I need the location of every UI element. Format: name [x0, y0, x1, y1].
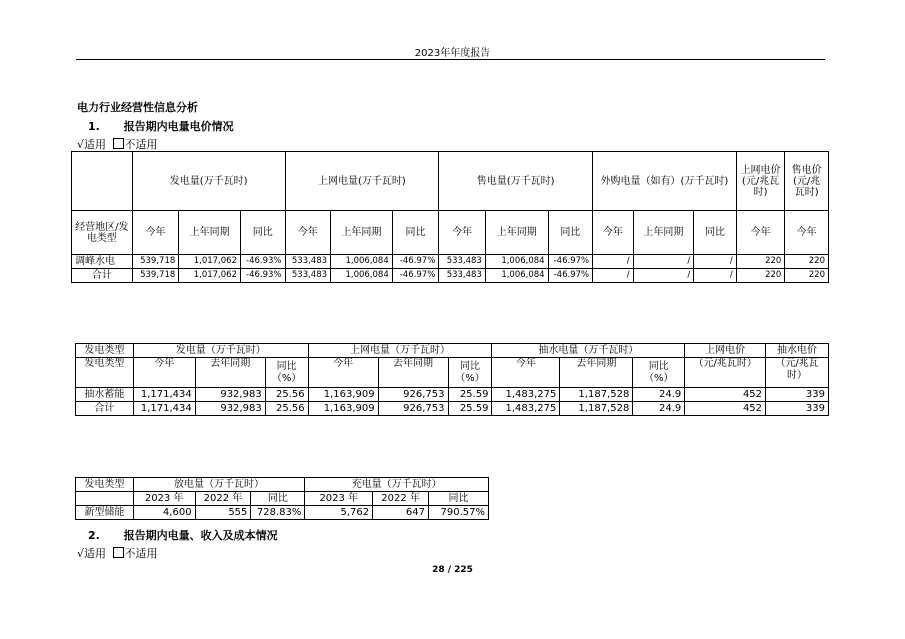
- cell: -46.97%: [392, 255, 439, 269]
- table3-sub: 2022 年: [373, 492, 429, 506]
- cell: 1,017,062: [179, 269, 241, 283]
- table2-sub: 去年同期: [560, 358, 633, 388]
- table1-sub: 同比: [240, 211, 285, 255]
- table1-group-2: 售电量(万千瓦时): [439, 152, 593, 211]
- applicable-no: 不适用: [124, 138, 158, 151]
- table1-sub: 同比: [548, 211, 593, 255]
- cell: 1,006,084: [485, 255, 548, 269]
- header-rule: [76, 59, 825, 60]
- cell: 25.59: [448, 388, 492, 402]
- table1-sub: 今年: [439, 211, 486, 255]
- table1-sub: 同比: [392, 211, 439, 255]
- cell: 调峰水电: [72, 255, 133, 269]
- cell: 1,483,275: [492, 402, 560, 416]
- cell: 932,983: [195, 402, 265, 416]
- table2-sub: （元/兆瓦时）: [685, 358, 766, 388]
- cell: 533,483: [285, 269, 331, 283]
- cell: 220: [785, 255, 829, 269]
- table2-group-0: 发电量（万千瓦时）: [133, 344, 308, 358]
- table1-sub: 上年同期: [331, 211, 393, 255]
- table1-sub: 今年: [132, 211, 179, 255]
- table3-group-0: 放电量（万千瓦时）: [133, 478, 305, 492]
- table3-sub: 2022 年: [195, 492, 251, 506]
- table1-sub: 今年: [285, 211, 331, 255]
- cell: -46.93%: [240, 255, 285, 269]
- cell: 25.59: [448, 402, 492, 416]
- subsection-1-title: 报告期内电量电价情况: [123, 120, 234, 133]
- cell: 926,753: [378, 402, 448, 416]
- cell: 1,006,084: [331, 269, 393, 283]
- table2-header-row2: [76, 358, 829, 388]
- table2-col0-header: 发电类型: [76, 344, 134, 358]
- table-row: [76, 388, 829, 402]
- cell: 25.56: [265, 402, 308, 416]
- table1-group-1: 上网电量(万千瓦时): [285, 152, 439, 211]
- cell: 533,483: [439, 269, 486, 283]
- cell: 1,017,062: [179, 255, 241, 269]
- table-row: [72, 269, 829, 283]
- table2-sub-pct: 同比 （%）: [448, 358, 492, 388]
- applicable-line-1: [77, 136, 158, 152]
- cell: 220: [785, 269, 829, 283]
- table2-sub: 去年同期: [378, 358, 448, 388]
- table1-col0-header: 经营地区/发电类型: [72, 211, 133, 255]
- cell: -46.93%: [240, 269, 285, 283]
- cell: 220: [736, 269, 785, 283]
- cell: 452: [685, 388, 766, 402]
- cell: 合计: [76, 402, 134, 416]
- applicable-line-2: [77, 545, 158, 561]
- table1-sub: 上年同期: [179, 211, 241, 255]
- applicable-yes: √适用: [77, 138, 107, 151]
- table2-sub: （元/兆瓦时）: [766, 358, 829, 388]
- cell: 339: [766, 388, 829, 402]
- table1-blank-cell: [72, 152, 133, 211]
- cell: 24.9: [633, 402, 685, 416]
- subsection-2-num: 2.: [88, 529, 100, 542]
- table2-sub: 去年同期: [195, 358, 265, 388]
- page-header: 2023年年度报告: [414, 48, 491, 59]
- subsection-1: [88, 118, 234, 134]
- cell: 647: [373, 506, 429, 520]
- cell: /: [593, 255, 633, 269]
- page-number: 28 / 225: [432, 565, 473, 575]
- cell: 220: [736, 255, 785, 269]
- cell: 24.9: [633, 388, 685, 402]
- table1-sub: 今年: [593, 211, 633, 255]
- subsection-2-title: 报告期内电量、收入及成本情况: [123, 529, 278, 542]
- cell: 1,171,434: [133, 402, 195, 416]
- table-row: [72, 255, 829, 269]
- table3-header-row2: [76, 492, 489, 506]
- cell: 1,006,084: [485, 269, 548, 283]
- table2-col0-header: 发电类型: [76, 358, 134, 388]
- table1-sub: 今年: [785, 211, 829, 255]
- table2-group-3: 上网电价: [685, 344, 766, 358]
- cell: 555: [195, 506, 251, 520]
- cell: 539,718: [132, 269, 179, 283]
- checkbox-icon: [113, 138, 124, 149]
- cell: 539,718: [132, 255, 179, 269]
- table1-sub: 上年同期: [633, 211, 694, 255]
- cell: 1,006,084: [331, 255, 393, 269]
- cell: 926,753: [378, 388, 448, 402]
- cell: 抽水蓄能: [76, 388, 134, 402]
- table3-sub: 同比: [251, 492, 305, 506]
- cell: /: [593, 269, 633, 283]
- table3-group-1: 充电量（万千瓦时）: [305, 478, 489, 492]
- table2-sub: 今年: [133, 358, 195, 388]
- pumped-storage-table: [75, 343, 829, 416]
- cell: 533,483: [439, 255, 486, 269]
- applicable-no: 不适用: [124, 547, 158, 560]
- table2-group-4: 抽水电价: [766, 344, 829, 358]
- table1-header-row2: [72, 211, 829, 255]
- table2-header-row1: [76, 344, 829, 358]
- cell: 533,483: [285, 255, 331, 269]
- cell: 1,163,909: [308, 388, 378, 402]
- subsection-2: [88, 527, 278, 543]
- cell: 合计: [72, 269, 133, 283]
- cell: 新型储能: [76, 506, 134, 520]
- table1-group-3: 外购电量（如有）(万千瓦时): [593, 152, 737, 211]
- cell: 339: [766, 402, 829, 416]
- table1-group-0: 发电量(万千瓦时): [132, 152, 285, 211]
- table2-sub: 今年: [492, 358, 560, 388]
- table2-sub: 今年: [308, 358, 378, 388]
- cell: 932,983: [195, 388, 265, 402]
- cell: 1,163,909: [308, 402, 378, 416]
- cell: 1,483,275: [492, 388, 560, 402]
- cell: /: [694, 255, 737, 269]
- new-storage-table: [75, 477, 489, 520]
- table3-col0-header: 发电类型: [76, 478, 134, 492]
- table-row: [76, 506, 489, 520]
- table1-group-4: 上网电价(元/兆瓦时): [736, 152, 785, 211]
- cell: -46.97%: [392, 269, 439, 283]
- cell: 452: [685, 402, 766, 416]
- table3-sub: 同比: [429, 492, 489, 506]
- cell: 5,762: [305, 506, 373, 520]
- checkbox-icon: [113, 547, 124, 558]
- price-volume-table: [71, 151, 829, 283]
- table1-sub: 同比: [694, 211, 737, 255]
- table-row: [76, 402, 829, 416]
- table2-sub-pct: 同比 （%）: [265, 358, 308, 388]
- table2-group-2: 抽水电量（万千瓦时）: [492, 344, 685, 358]
- cell: /: [633, 255, 694, 269]
- cell: /: [694, 269, 737, 283]
- table3-sub: 2023 年: [133, 492, 195, 506]
- table2-group-1: 上网电量（万千瓦时）: [308, 344, 492, 358]
- cell: -46.97%: [548, 269, 593, 283]
- table1-sub: 今年: [736, 211, 785, 255]
- cell: 1,171,434: [133, 388, 195, 402]
- subsection-1-num: 1.: [88, 120, 100, 133]
- cell: 25.56: [265, 388, 308, 402]
- table3-sub: 2023 年: [305, 492, 373, 506]
- table3-header-row1: [76, 478, 489, 492]
- cell: -46.97%: [548, 255, 593, 269]
- cell: /: [633, 269, 694, 283]
- cell: 1,187,528: [560, 402, 633, 416]
- cell: 790.57%: [429, 506, 489, 520]
- table3-blank-cell: [76, 492, 134, 506]
- cell: 1,187,528: [560, 388, 633, 402]
- table1-sub: 上年同期: [485, 211, 548, 255]
- table1-header-row1: [72, 152, 829, 211]
- section-title: 电力行业经营性信息分析: [77, 101, 198, 114]
- applicable-yes: √适用: [77, 547, 107, 560]
- table2-sub-pct: 同比 （%）: [633, 358, 685, 388]
- cell: 728.83%: [251, 506, 305, 520]
- cell: 4,600: [133, 506, 195, 520]
- table1-group-5: 售电价(元/兆瓦时): [785, 152, 829, 211]
